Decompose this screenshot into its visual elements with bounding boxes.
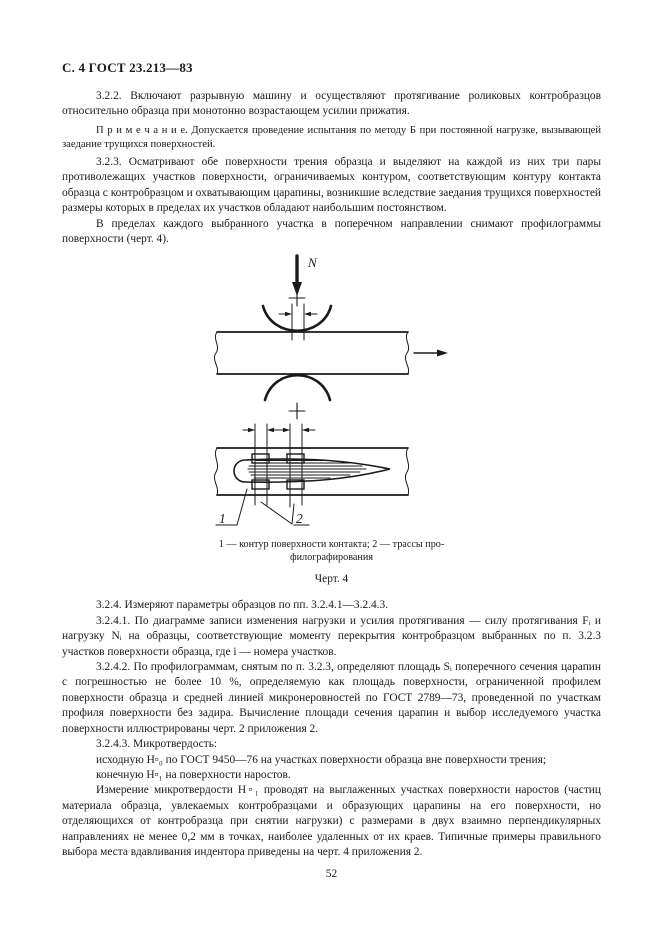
paragraph-3-2-4-3: 3.2.4.3. Микротвердость: xyxy=(96,738,218,751)
svg-text:2: 2 xyxy=(296,511,303,527)
callout-2 xyxy=(261,502,309,526)
lower-roller-arc xyxy=(265,376,330,401)
page-number: 52 xyxy=(325,868,338,881)
upper-roller-arc xyxy=(263,306,331,331)
paragraph-3-2-2: 3.2.2. Включают разрывную машину и осуществляют протягивание роликовых контробразцов относительно образца при монотонно возрастающем усилии прижатия. xyxy=(62,90,601,118)
lower-roller-center-mark xyxy=(289,403,305,419)
paragraph-note: П р и м е ч а н и е. Допускается проведение испытания по методу Б при постоянной нагрузке, вызывающей заедание трущихся поверхностей. xyxy=(62,124,601,151)
contact-width-lines xyxy=(292,304,304,340)
specimen-strip-side-view xyxy=(214,332,408,374)
figure-caption xyxy=(62,538,601,564)
upper-roller-center-mark xyxy=(289,290,305,306)
svg-text:1: 1 xyxy=(219,511,226,527)
figure-4 xyxy=(62,249,601,585)
figure-caption-line2: филографирования xyxy=(289,552,374,564)
pull-direction-arrow-icon xyxy=(414,350,448,357)
force-label: N xyxy=(308,255,317,271)
figure-caption-line1: 1 — контур поверхности контакта; 2 — трассы про- xyxy=(218,539,445,551)
paragraph-3-2-4: 3.2.4. Измеряют параметры образцов по пп. 3.2.4.1—3.2.4.3. xyxy=(96,599,389,612)
paragraph-3-2-4-3-initial: исходную H▫₀ по ГОСТ 9450—76 на участках поверхности образца вне поверхности трения; xyxy=(96,753,547,766)
page-header: С. 4 ГОСТ 23.213—83 xyxy=(62,60,193,75)
paragraph-3-2-4-3-final: конечную H▫₁ на поверхности наростов. xyxy=(96,768,291,781)
paragraph-3-2-4-3-measure: Измерение микротвердости H▫₁ проводят на выглаженных участках поверхности наростов (частиц материала образца, увлекаемых контробразцами и образующих царапины на его поверхности, но отделяющихся от контробразца при снятии нагрузки) с размерами в двух взаимно перпендикулярных направлениях не менее 0,2 мм в точках, наиболее удаленных от их краев. Типичные примеры правильного выбора места вдавливания индентора приведены на черт. 4 приложения 2. xyxy=(62,784,601,858)
contact-width-dimension-arrows xyxy=(279,312,317,316)
figure-number: Черт. 4 xyxy=(314,573,349,586)
paragraph-3-2-4-1: 3.2.4.1. По диаграмме записи изменения нагрузки и усилия протягивания — силу протягивания Fᵢ и нагрузку Nᵢ на образцы, соответствующие моменту перекрытия контробразцом выбранных по п. 3.2.3 участков поверхности образца, где i — номера участков. xyxy=(62,614,601,658)
trace-width-dimension-arrows xyxy=(243,428,315,432)
paragraph-3-2-3b: В пределах каждого выбранного участка в поперечном направлении снимают профилограммы поверхности (черт. 4). xyxy=(62,217,601,246)
paragraph-3-2-4-2: 3.2.4.2. По профилограммам, снятым по п. 3.2.3, определяют площадь Sᵢ поперечного сечения царапин с погрешностью не более 10 %, определяемую как площадь поверхности, ограниченной профилем поверхности образца и средней линией микронеровностей по ГОСТ 2789—73, проведенной по участкам профиля поверхности без задира. Вычисление площади сечения царапин и выбор исследуемого участка поверхности иллюстрированы черт. 2 приложения 2. xyxy=(62,661,601,735)
paragraph-3-2-3: 3.2.3. Осматривают обе поверхности трения образца и выделяют на каждой из них три пары противолежащих участков поверхности, ограничиваемых контуром, соответствующим контуру контакта образца с контробразцом и охватывающим царапины, возникшие вследствие заедания трущихся поверхностей размеры которых в пределах их участков обладают наибольшим постоянством. xyxy=(62,156,601,215)
figure-4-diagram xyxy=(205,249,460,533)
